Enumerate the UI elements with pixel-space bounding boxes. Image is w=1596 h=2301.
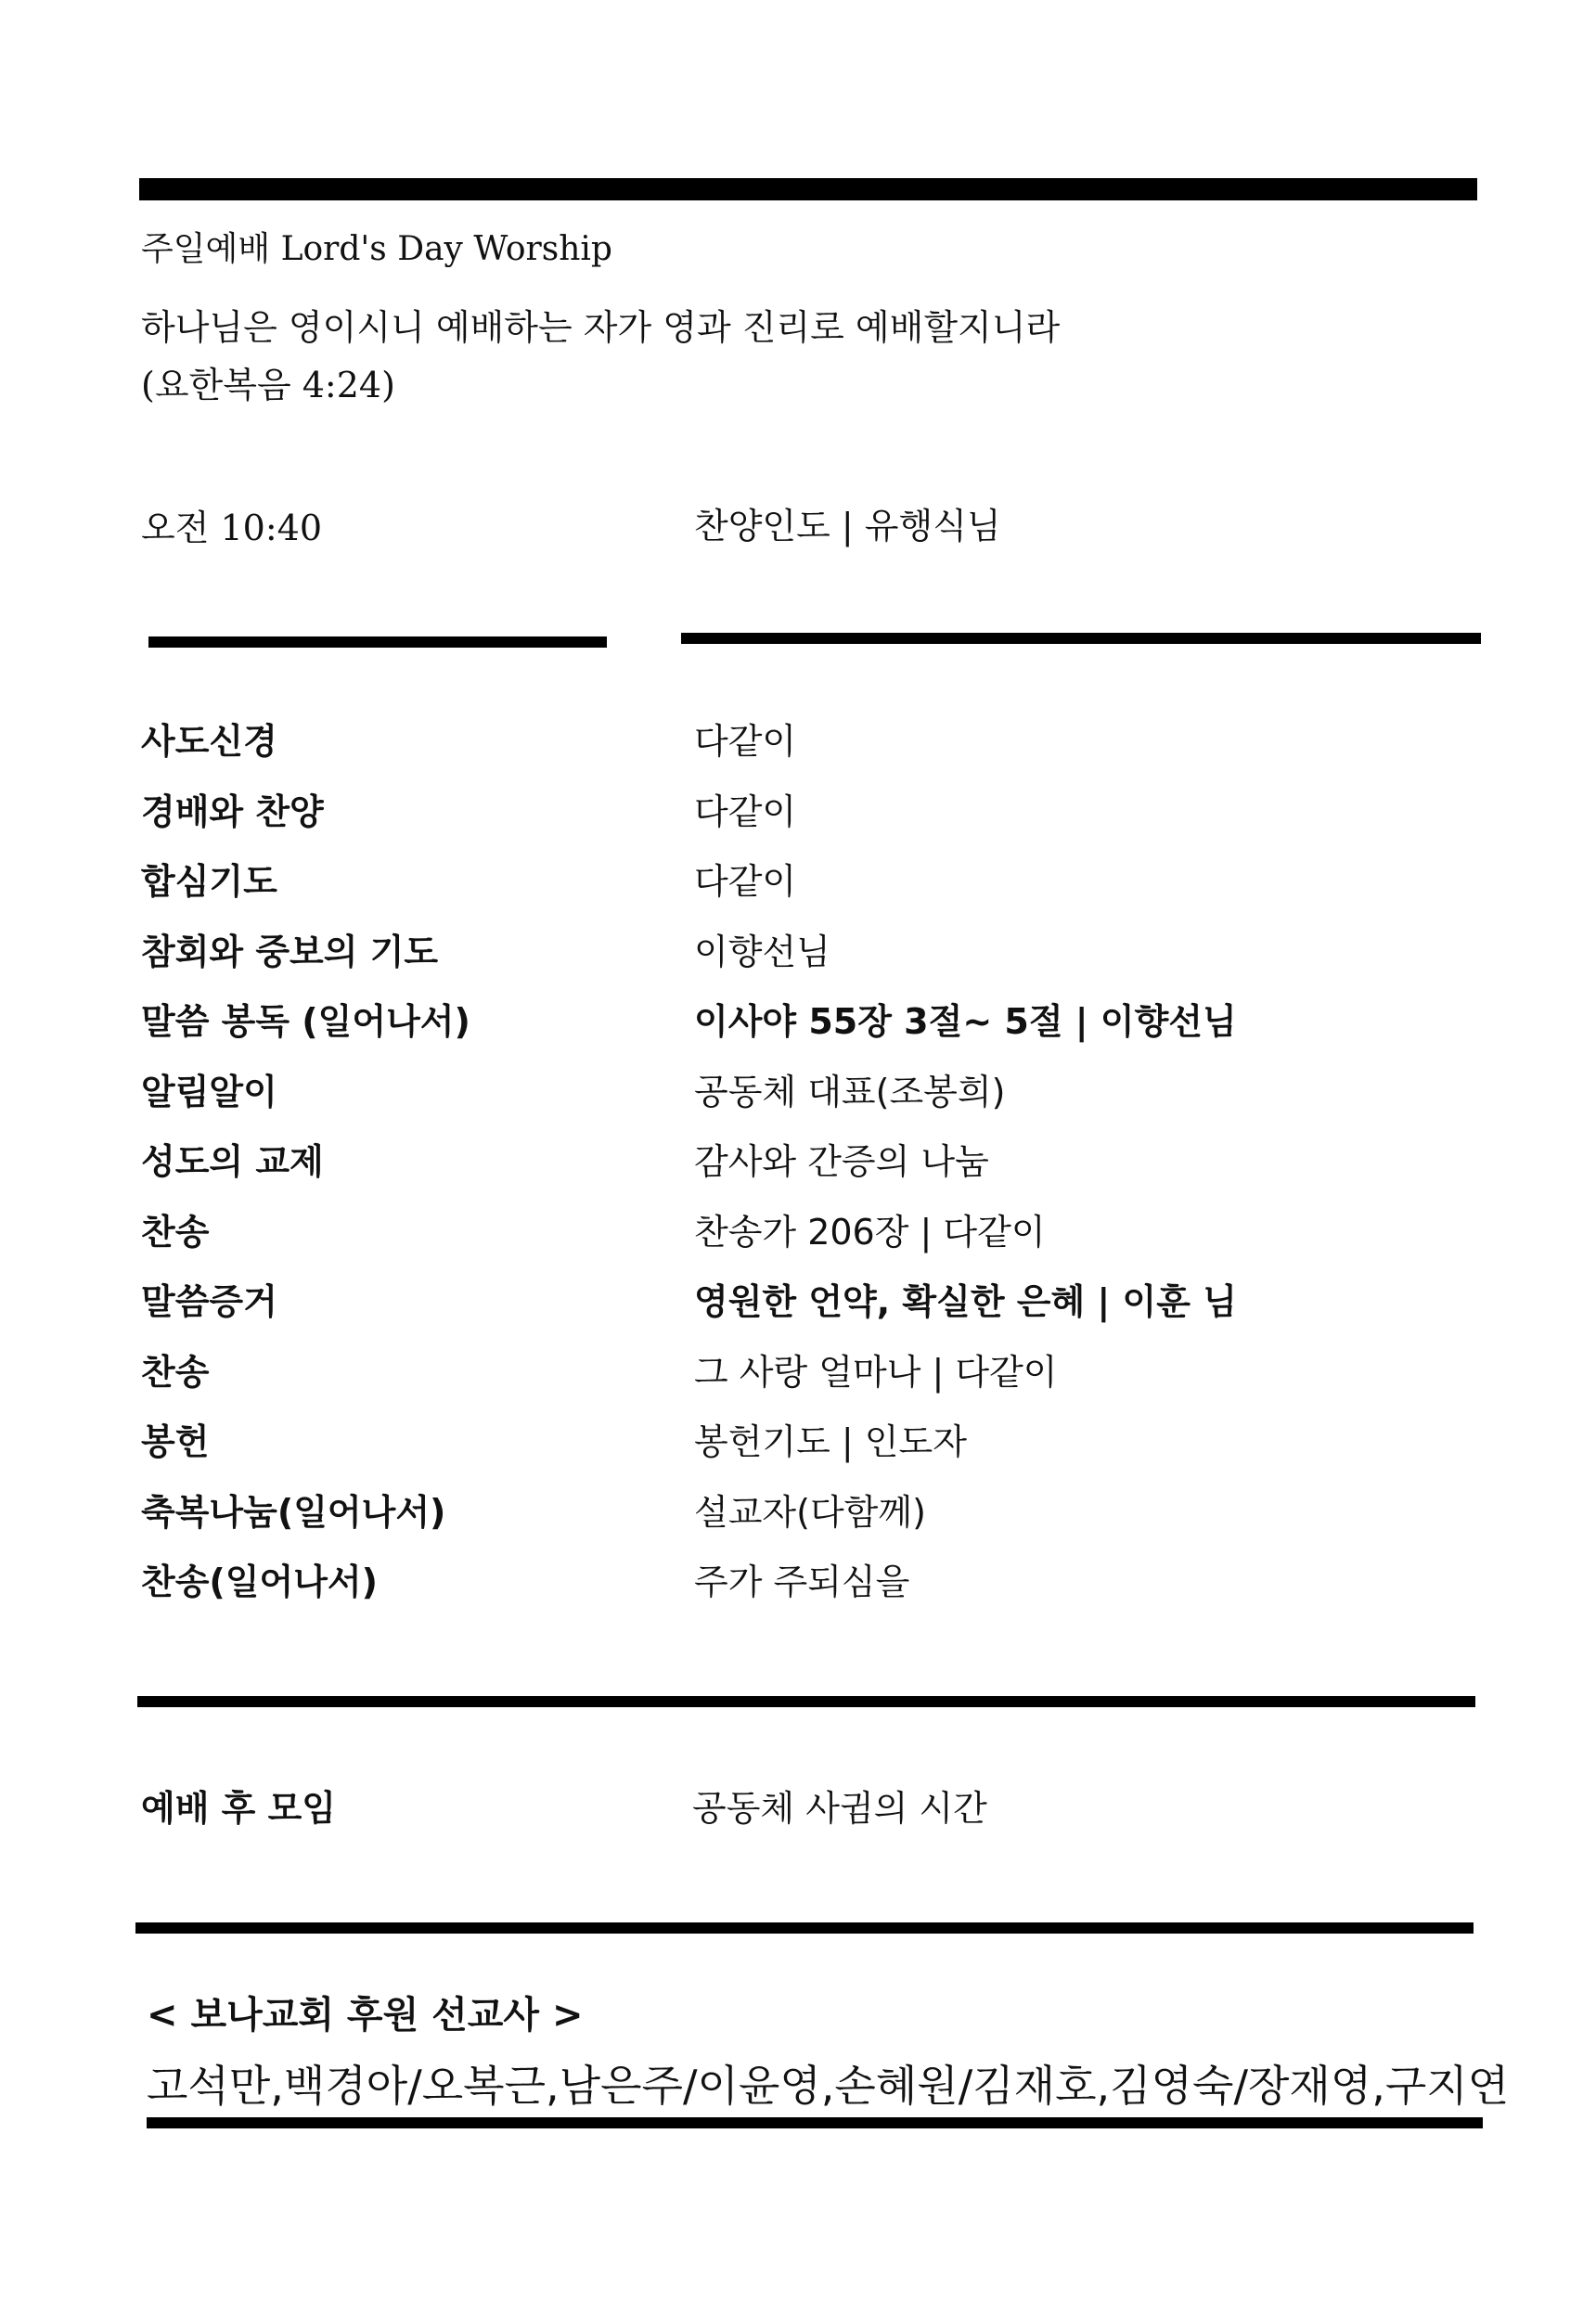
order-item-label: 봉헌: [141, 1421, 210, 1462]
order-item-label: 알림알이: [141, 1071, 277, 1112]
order-item-label: 합심기도: [141, 861, 277, 902]
order-row: [141, 1553, 1487, 1624]
order-item-label: 말씀 봉독 (일어나서): [141, 1001, 470, 1042]
order-item-detail: 다같이: [694, 721, 797, 762]
order-item-label: 축복나눔(일어나서): [141, 1491, 446, 1533]
order-of-service: [141, 713, 1487, 1624]
worship-leader: 찬양인도 | 유행식님: [694, 506, 1001, 546]
order-item-label: 말씀증거: [141, 1281, 277, 1322]
order-item-label: 성도의 교제: [141, 1141, 324, 1182]
order-row: [141, 1273, 1487, 1343]
order-row: [141, 783, 1487, 854]
left-section-rule: [148, 636, 607, 648]
order-row: [141, 1203, 1487, 1274]
order-row: [141, 713, 1487, 783]
scripture-verse: [141, 299, 1440, 414]
order-item-detail: 봉헌기도 | 인도자: [694, 1421, 967, 1462]
order-item-detail: 그 사랑 얼마나 | 다같이: [694, 1351, 1058, 1393]
order-end-rule: [137, 1696, 1475, 1707]
order-item-label: 경배와 찬양: [141, 791, 324, 832]
order-row: [141, 1133, 1487, 1203]
worship-title: [141, 223, 612, 270]
order-item-detail: 설교자(다함께): [694, 1491, 926, 1533]
worship-time: 오전 10:40: [141, 508, 323, 548]
order-item-label: 찬송: [141, 1211, 210, 1253]
top-rule: [139, 178, 1477, 200]
order-item-detail: 공동체 대표(조봉희): [694, 1071, 1006, 1112]
order-item-detail: 감사와 간증의 나눔: [694, 1141, 989, 1182]
order-item-label: 찬송: [141, 1351, 210, 1393]
order-row: [141, 853, 1487, 923]
missionaries-title: < 보나교회 후원 선교사 >: [147, 1994, 584, 2037]
order-row: [141, 1413, 1487, 1484]
scripture-verse-reference: (요한복음 4:24): [141, 365, 395, 405]
order-item-detail: 영원한 언약, 확실한 은혜 | 이훈 님: [694, 1281, 1237, 1322]
after-worship-detail: 공동체 사귐의 시간: [692, 1788, 987, 1829]
bottom-rule: [147, 2117, 1483, 2128]
order-row: [141, 923, 1487, 994]
order-row: [141, 1063, 1487, 1134]
order-item-label: 참회와 중보의 기도: [141, 931, 439, 972]
order-item-detail: 다같이: [694, 791, 797, 832]
order-item-label: 사도신경: [141, 721, 277, 762]
order-item-detail: 찬송가 206장 | 다같이: [694, 1211, 1046, 1253]
order-row: [141, 1343, 1487, 1414]
after-worship-end-rule: [135, 1922, 1474, 1934]
missionaries-names: 고석만,백경아/오복근,남은주/이윤영,손혜원/김재호,김영숙/장재영,구지연: [147, 2061, 1510, 2111]
order-item-detail: 주가 주되심을: [694, 1562, 910, 1602]
scripture-verse-text: 하나님은 영이시니 예배하는 자가 영과 진리로 예배할지니라: [141, 307, 1061, 348]
order-item-label: 찬송(일어나서): [141, 1562, 378, 1602]
order-item-detail: 다같이: [694, 861, 797, 902]
right-section-rule: [681, 633, 1481, 644]
order-row: [141, 1484, 1487, 1554]
order-row: [141, 993, 1487, 1063]
order-item-detail: 이사야 55장 3절~ 5절 | 이향선님: [694, 1001, 1237, 1042]
after-worship-label: 예배 후 모임: [141, 1788, 336, 1829]
worship-title-english: Lord's Day Worship: [280, 230, 612, 268]
order-item-detail: 이향선님: [694, 931, 830, 972]
worship-title-korean: 주일예배: [141, 230, 271, 268]
